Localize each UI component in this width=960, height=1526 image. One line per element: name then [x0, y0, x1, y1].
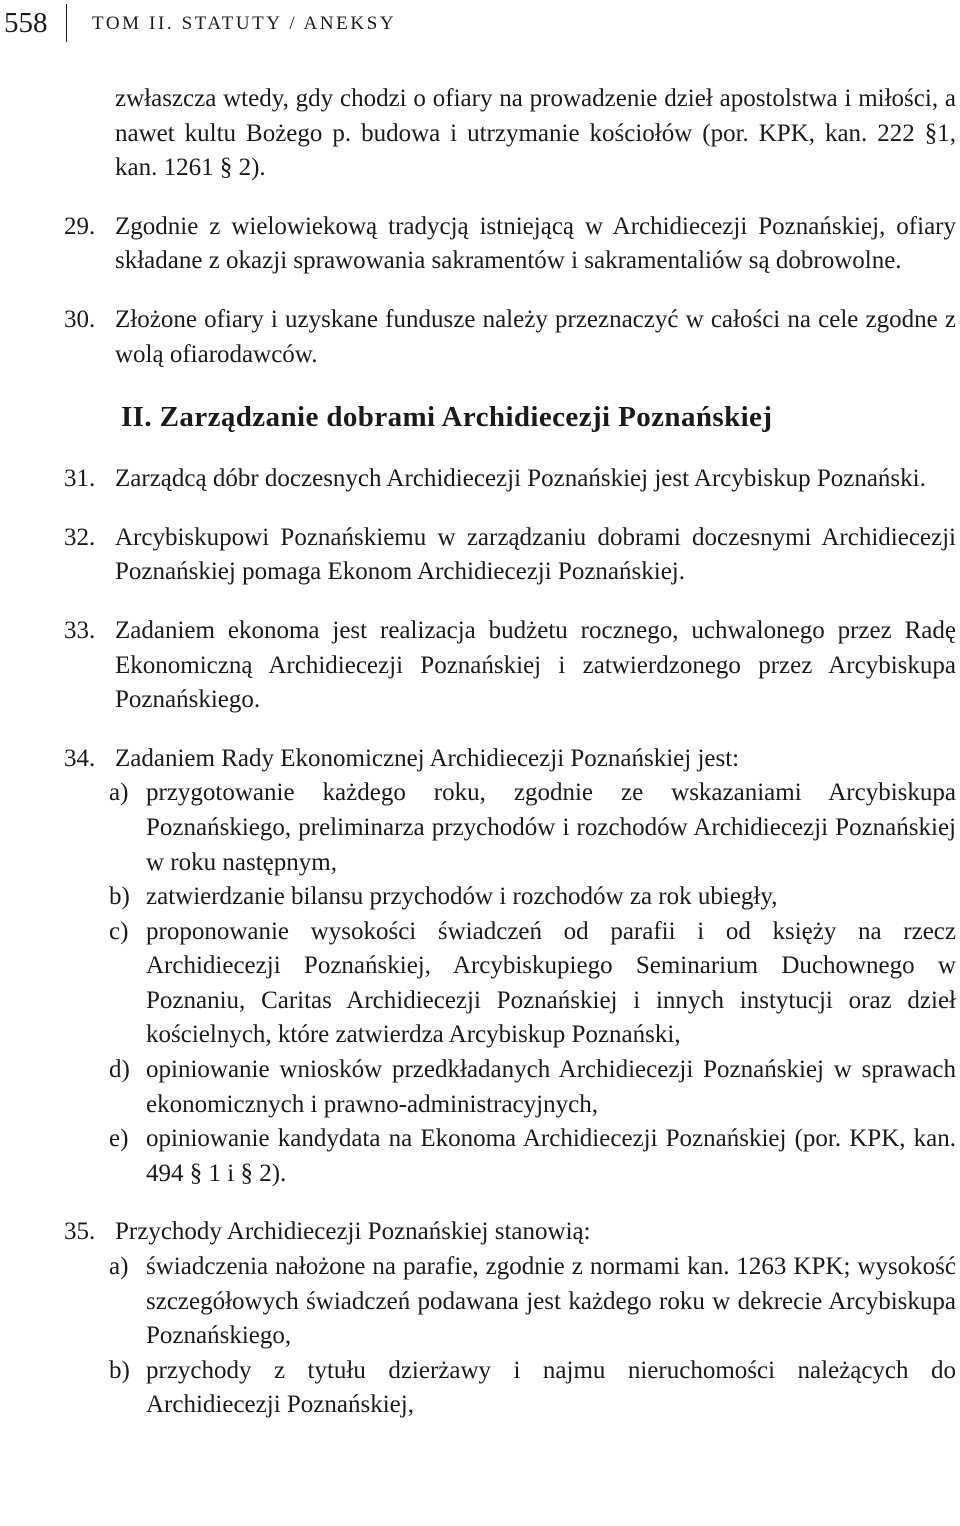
subitem-letter: a) — [109, 779, 129, 807]
subitem-35a — [64, 1250, 956, 1354]
subitem-letter: d) — [109, 1056, 130, 1084]
page-body — [64, 82, 956, 1423]
subitem-34e — [64, 1122, 956, 1191]
page-header — [0, 0, 960, 46]
article-33 — [64, 614, 956, 718]
subitem-text: świadczenia nałożone na parafie, zgodnie z normami kan. 1263 KPK; wysokość szczegółowych świadczeń podawana jest każdego roku w dekrecie Arcybiskupa Poznańskiego, — [146, 1253, 956, 1350]
article-text: Złożone ofiary i uzyskane fundusze należy przeznaczyć w całości na cele zgodne z wolą ofiarodawców. — [115, 305, 956, 368]
page-number: 558 — [4, 7, 48, 39]
subitem-35b — [64, 1354, 956, 1423]
section-heading: II. Zarządzanie dobrami Archidiecezji Poznańskiej — [121, 401, 773, 434]
subitem-34b — [64, 880, 956, 915]
article-29 — [64, 210, 956, 279]
subitem-text: opiniowanie wniosków przedkładanych Archidiecezji Poznańskiej w sprawach ekonomicznych i prawno-administracyjnych, — [146, 1056, 956, 1118]
header-divider — [66, 4, 67, 42]
subitem-letter: b) — [109, 883, 130, 911]
article-text: Zgodnie z wielowiekową tradycją istniejącą w Archidiecezji Poznańskiej, ofiary składane z okazji sprawowania sakramentów i sakramentaliów są dobrowolne. — [115, 212, 956, 275]
article-35 — [64, 1215, 956, 1250]
intro-paragraph: zwłaszcza wtedy, gdy chodzi o ofiary na prowadzenie dzieł apostolstwa i miłości, a nawet kultu Bożego p. budowa i utrzymanie kościołów (por. KPK, kan. 222 §1, kan. 1261 § 2). — [115, 85, 956, 182]
article-number: 33. — [64, 616, 96, 644]
subitem-text: przygotowanie każdego roku, zgodnie ze wskazaniami Arcybiskupa Poznańskiego, preliminarza przychodów i rozchodów Archidiecezji Poznańskiej w roku następnym, — [146, 779, 956, 876]
article-30 — [64, 303, 956, 372]
subitem-34c — [64, 915, 956, 1053]
article-text: Przychody Archidiecezji Poznańskiej stanowią: — [115, 1218, 591, 1246]
article-number: 31. — [64, 465, 96, 493]
article-number: 35. — [64, 1218, 96, 1246]
article-31 — [64, 462, 956, 497]
subitem-34a — [64, 776, 956, 880]
article-text: Arcybiskupowi Poznańskiemu w zarządzaniu dobrami doczesnymi Archidiecezji Poznańskiej pomaga Ekonom Archidiecezji Poznańskiej. — [115, 523, 956, 586]
subitem-text: opiniowanie kandydata na Ekonoma Archidiecezji Poznańskiej (por. KPK, kan. 494 § 1 i § 2). — [146, 1125, 956, 1187]
running-head: TOM II. STATUTY / ANEKSY — [92, 13, 397, 34]
article-34 — [64, 742, 956, 777]
article-32 — [64, 521, 956, 590]
subitem-34d — [64, 1053, 956, 1122]
subitem-letter: a) — [109, 1253, 129, 1281]
subitem-text: przychody z tytułu dzierżawy i najmu nieruchomości należących do Archidiecezji Poznańskiej, — [146, 1356, 956, 1419]
subitem-letter: c) — [109, 917, 129, 945]
article-text: Zadaniem Rady Ekonomicznej Archidiecezji Poznańskiej jest: — [115, 744, 740, 772]
subitem-letter: e) — [109, 1125, 129, 1153]
article-text: Zarządcą dóbr doczesnych Archidiecezji Poznańskiej jest Arcybiskup Poznański. — [115, 465, 926, 493]
subitem-text: zatwierdzanie bilansu przychodów i rozchodów za rok ubiegły, — [146, 883, 778, 911]
article-text: Zadaniem ekonoma jest realizacja budżetu rocznego, uchwalonego przez Radę Ekonomiczną Archidiecezji Poznańskiej i zatwierdzonego przez Arcybiskupa Poznańskiego. — [115, 616, 956, 714]
article-number: 32. — [64, 523, 96, 551]
subitem-letter: b) — [109, 1356, 130, 1384]
article-number: 30. — [64, 305, 96, 333]
article-number: 34. — [64, 744, 96, 772]
article-number: 29. — [64, 212, 96, 240]
subitem-text: proponowanie wysokości świadczeń od parafii i od księży na rzecz Archidiecezji Poznańskiej, Arcybiskupiego Seminarium Duchownego w Poznaniu, Caritas Archidiecezji Poznańskiej i innych instytucji oraz dzieł kościelnych, które zatwierdza Arcybiskup Poznański, — [146, 917, 956, 1049]
